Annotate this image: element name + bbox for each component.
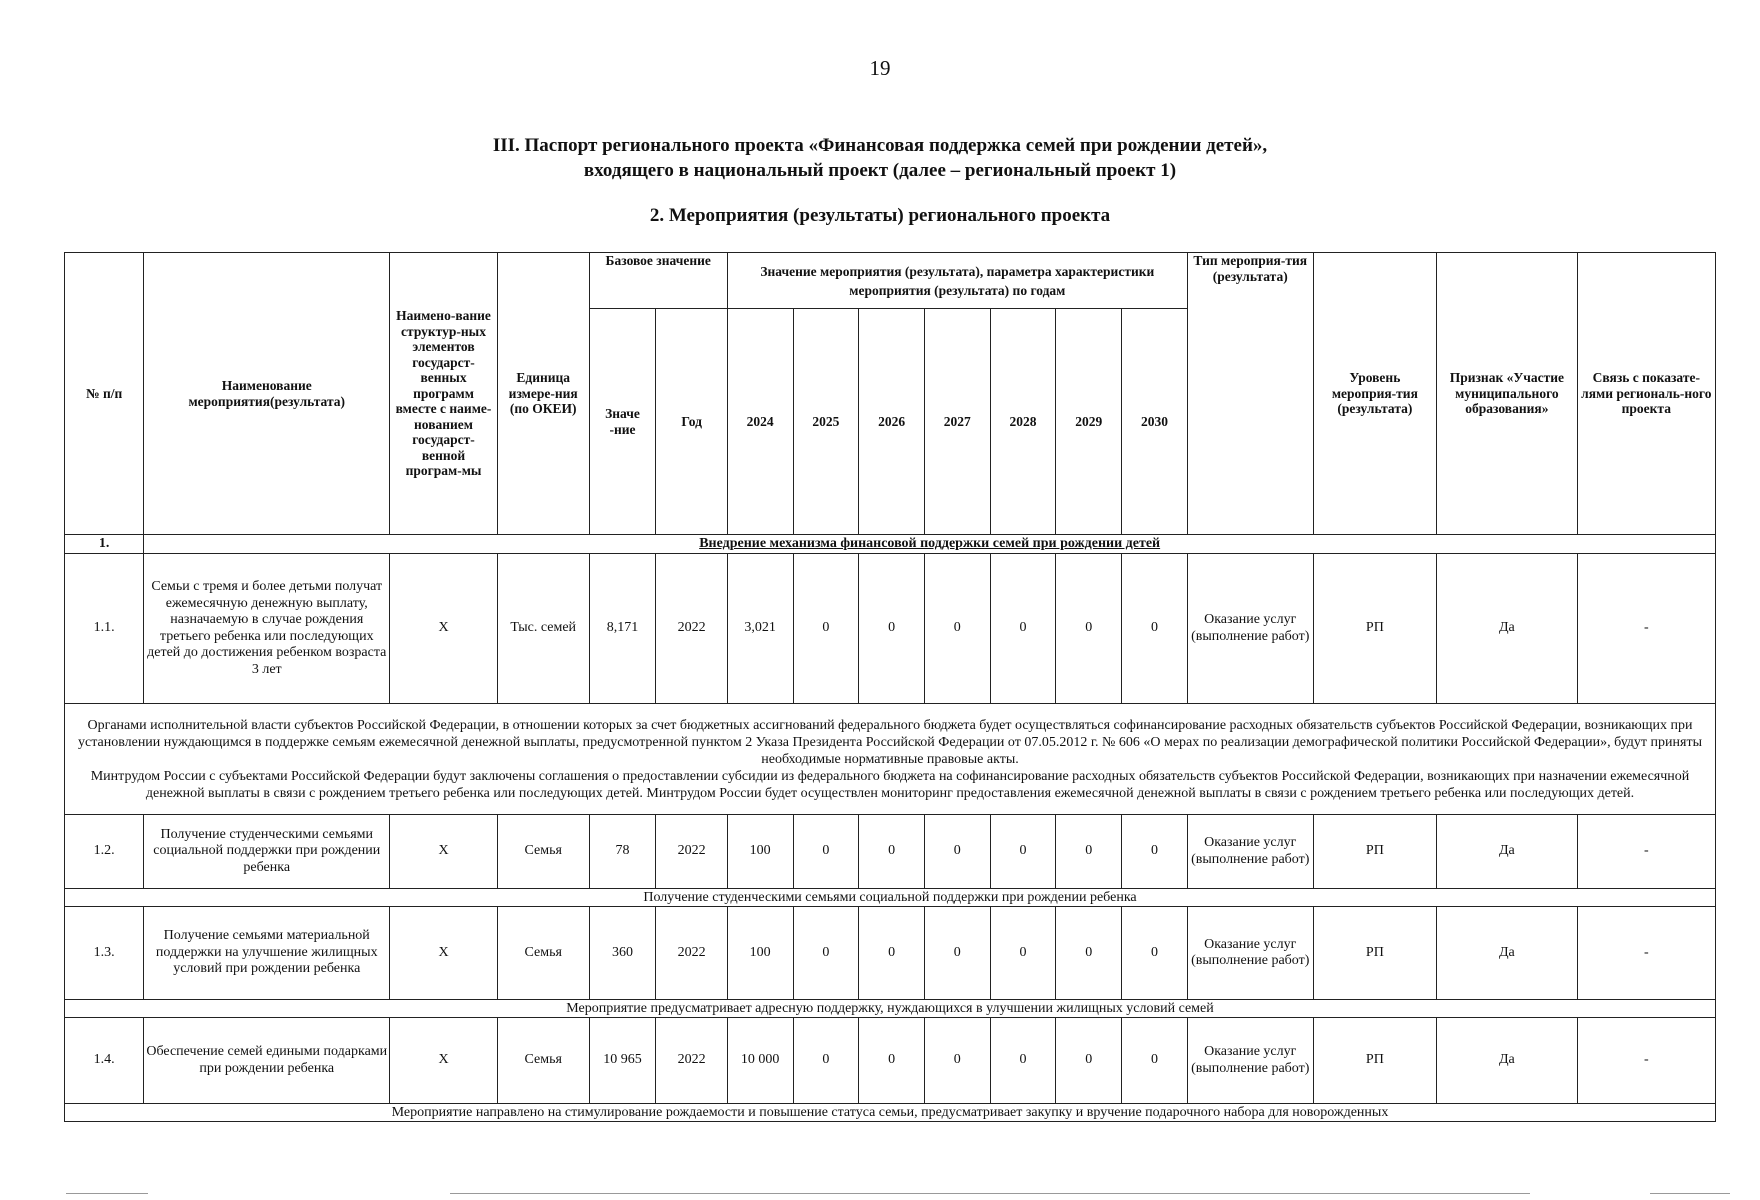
row-note: Получение студенческими семьями социальной поддержки при рождении ребенка <box>65 889 1716 907</box>
row-struct: X <box>390 554 498 704</box>
section-subtitle: 2. Мероприятия (результаты) регионального проекта <box>649 205 1111 226</box>
row-level: РП <box>1313 554 1437 704</box>
row-struct: X <box>390 907 498 1000</box>
row-value: 0 <box>793 907 859 1000</box>
row-num: 1.4. <box>65 1018 144 1104</box>
row-unit: Семья <box>497 907 589 1000</box>
row-num: 1.2. <box>65 815 144 889</box>
row-link: - <box>1577 815 1715 889</box>
header-year: 2027 <box>924 309 990 535</box>
header-year: 2030 <box>1122 309 1188 535</box>
row-value: 0 <box>1056 1018 1122 1104</box>
row-base-value: 8,171 <box>589 554 656 704</box>
row-value: 0 <box>924 554 990 704</box>
row-type: Оказание услуг (выполнение работ) <box>1187 907 1313 1000</box>
row-value: 0 <box>924 815 990 889</box>
row-level: РП <box>1313 815 1437 889</box>
row-base-value: 360 <box>589 907 656 1000</box>
row-value: 0 <box>1056 554 1122 704</box>
table-row <box>65 815 1716 889</box>
row-base-year: 2022 <box>656 815 727 889</box>
header-year: 2025 <box>793 309 859 535</box>
row-municipal: Да <box>1437 1018 1578 1104</box>
note-row <box>65 889 1716 907</box>
note-row <box>65 704 1716 815</box>
row-value: 0 <box>990 554 1056 704</box>
row-note: Мероприятие предусматривает адресную поддержку, нуждающихся в улучшении жилищных условий семей <box>65 1000 1716 1018</box>
row-value: 100 <box>727 907 793 1000</box>
note-paragraph: Органами исполнительной власти субъектов Российской Федерации, в отношении которых за счет бюджетных ассигнований федерального бюджета будет осуществляться софинансирование расходных обязательств субъектов Российской Федерации, возникающих при установлении нуждающимся в поддержке семьям ежемесячной денежной выплаты, предусмотренной пунктом 2 Указа Президента Российской Федерации от 07.05.2012 г. № 606 «О мерах по реализации демографической политики Российской Федерации», будут приняты необходимые нормативные правовые акты. <box>77 717 1702 767</box>
row-base-year: 2022 <box>656 1018 727 1104</box>
row-base-value: 10 965 <box>589 1018 656 1104</box>
row-value: 0 <box>990 907 1056 1000</box>
row-num: 1.3. <box>65 907 144 1000</box>
row-value: 100 <box>727 815 793 889</box>
header-municipal: Признак «Участие муниципального образования» <box>1437 253 1578 535</box>
note-row <box>65 1000 1716 1018</box>
row-note <box>65 704 1716 815</box>
header-link: Связь с показате-лями региональ-ного проекта <box>1577 253 1715 535</box>
note-paragraph: Минтрудом России с субъектами Российской Федерации будут заключены соглашения о предоставлении субсидии из федерального бюджета на софинансирование расходных обязательств субъектов Российской Федерации, возникающих при назначении ежемесячной денежной выплаты в связи с рождением третьего ребенка или последующих детей. Минтрудом России будет осуществлен мониторинг предоставления ежемесячной денежной выплаты в связи с рождением третьего ребенка или последующих детей. <box>90 768 1690 801</box>
header-num: № п/п <box>65 253 144 535</box>
row-name: Получение семьями материальной поддержки на улучшение жилищных условий при рождении ребенка <box>144 907 390 1000</box>
row-value: 0 <box>793 815 859 889</box>
section-row <box>65 535 1716 554</box>
footer-rule <box>66 1193 148 1194</box>
title-line-2: входящего в национальный проект (далее – региональный проект 1) <box>583 160 1177 181</box>
header-year: 2024 <box>727 309 793 535</box>
header-name: Наименование мероприятия(результата) <box>144 253 390 535</box>
row-value: 0 <box>859 907 925 1000</box>
header-year: 2029 <box>1056 309 1122 535</box>
footer-rule <box>450 1193 1530 1194</box>
row-link: - <box>1577 554 1715 704</box>
row-value: 10 000 <box>727 1018 793 1104</box>
row-value: 0 <box>990 815 1056 889</box>
row-num: 1.1. <box>65 554 144 704</box>
row-base-value: 78 <box>589 815 656 889</box>
header-years-group: Значение мероприятия (результата), параметра характеристики мероприятия (результата) по годам <box>727 253 1187 309</box>
header-level: Уровень мероприя-тия (результата) <box>1313 253 1437 535</box>
row-value: 0 <box>1056 815 1122 889</box>
row-type: Оказание услуг (выполнение работ) <box>1187 1018 1313 1104</box>
table-row <box>65 554 1716 704</box>
row-value: 0 <box>1122 907 1188 1000</box>
row-value: 0 <box>793 554 859 704</box>
row-level: РП <box>1313 907 1437 1000</box>
row-municipal: Да <box>1437 554 1578 704</box>
row-value: 0 <box>1122 554 1188 704</box>
header-unit: Единица измере-ния (по ОКЕИ) <box>497 253 589 535</box>
row-link: - <box>1577 907 1715 1000</box>
row-value: 0 <box>990 1018 1056 1104</box>
row-unit: Семья <box>497 815 589 889</box>
row-base-year: 2022 <box>656 907 727 1000</box>
row-value: 3,021 <box>727 554 793 704</box>
page-number: 19 <box>869 56 891 80</box>
row-base-year: 2022 <box>656 554 727 704</box>
row-value: 0 <box>1122 1018 1188 1104</box>
header-structural-elements: Наимено-вание структур-ных элементов государст-венных программ вместе с наиме-нованием государст-венной програм-мы <box>390 253 498 535</box>
row-name: Получение студенческими семьями социальной поддержки при рождении ребенка <box>144 815 390 889</box>
row-struct: X <box>390 815 498 889</box>
header-type: Тип мероприя-тия (результата) <box>1187 253 1313 535</box>
header-base-value: Значе -ние <box>589 309 656 535</box>
note-row <box>65 1104 1716 1122</box>
row-value: 0 <box>793 1018 859 1104</box>
header-base-group: Базовое значение <box>589 253 727 309</box>
row-struct: X <box>390 1018 498 1104</box>
row-note: Мероприятие направлено на стимулирование рождаемости и повышение статуса семьи, предусматривает закупку и вручение подарочного набора для новорожденных <box>65 1104 1716 1122</box>
row-value: 0 <box>924 907 990 1000</box>
title-line-1: III. Паспорт регионального проекта «Финансовая поддержка семей при рождении детей», <box>492 135 1268 156</box>
row-value: 0 <box>1056 907 1122 1000</box>
row-unit: Семья <box>497 1018 589 1104</box>
activities-table <box>64 252 1716 1122</box>
row-value: 0 <box>924 1018 990 1104</box>
row-value: 0 <box>1122 815 1188 889</box>
row-municipal: Да <box>1437 907 1578 1000</box>
page-title <box>0 133 1760 183</box>
section-title: Внедрение механизма финансовой поддержки семей при рождении детей <box>144 535 1716 554</box>
row-name: Обеспечение семей едиными подарками при рождении ребенка <box>144 1018 390 1104</box>
row-municipal: Да <box>1437 815 1578 889</box>
row-value: 0 <box>859 1018 925 1104</box>
row-unit: Тыс. семей <box>497 554 589 704</box>
header-base-year: Год <box>656 309 727 535</box>
row-level: РП <box>1313 1018 1437 1104</box>
table-row <box>65 1018 1716 1104</box>
row-type: Оказание услуг (выполнение работ) <box>1187 554 1313 704</box>
row-name: Семьи с тремя и более детьми получат ежемесячную денежную выплату, назначаемую в случае рождения третьего ребенка или последующих детей до достижения ребенком возраста 3 лет <box>144 554 390 704</box>
section-num: 1. <box>65 535 144 554</box>
row-link: - <box>1577 1018 1715 1104</box>
row-value: 0 <box>859 554 925 704</box>
header-year: 2026 <box>859 309 925 535</box>
header-year: 2028 <box>990 309 1056 535</box>
row-value: 0 <box>859 815 925 889</box>
row-type: Оказание услуг (выполнение работ) <box>1187 815 1313 889</box>
footer-rule <box>1650 1193 1730 1194</box>
table-row <box>65 907 1716 1000</box>
